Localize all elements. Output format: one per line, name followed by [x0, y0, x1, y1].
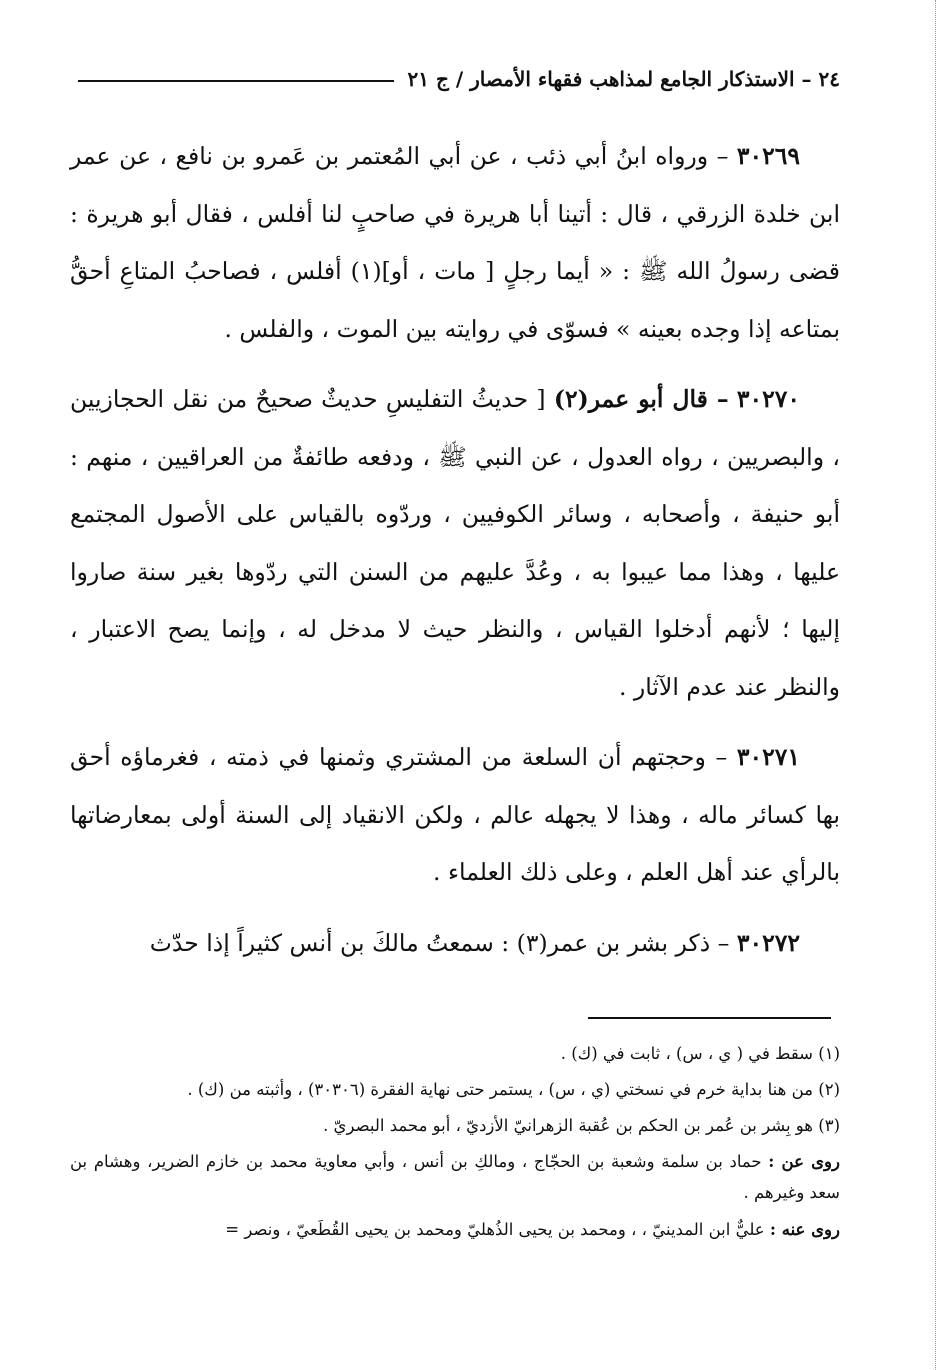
running-header	[78, 62, 840, 96]
main-text	[70, 128, 840, 985]
paragraph-text: – ورواه ابنُ أبي ذئب ، عن أبي المُعتمر بن عَمرو بن نافع ، عن عمر ابن خلدة الزرقي ، قال : أتينا أبا هريرة في صاحبٍ لنا أفلس ، فقال أبو هريرة : قضى رسولُ الله ﷺ : « أيما رجلٍ [ مات ، أو](١) أفلس ، فصاحبُ المتاعِ أحقُّ بمتاعه إذا وجده بعينه » فسوّى في روايته بين الموت ، والفلس .	[70, 142, 841, 343]
paragraph-number: ٣٠٢٧٠	[736, 385, 800, 413]
paragraph-lead: – قال أبو عمر(٢)	[553, 385, 729, 413]
header-rule	[78, 80, 394, 82]
paragraph	[70, 729, 840, 902]
page-edge-line	[935, 0, 936, 1370]
footnote-separator	[588, 1017, 831, 1019]
paragraph-text: – ذكر بشر بن عمر(٣) : سمعتُ مالكَ بن أنس كثيراً إذا حدّث	[149, 928, 730, 957]
narrators-to-label: روى عنه :	[769, 1220, 840, 1239]
narrators-to	[70, 1214, 840, 1245]
narrators-to-text: عليٌّ ابن المدينيّ ، ، ومحمد بن يحيى الذُهليّ ومحمد بن يحيى القُطَعيّ ، ونصر =	[225, 1220, 765, 1239]
footnotes	[70, 1038, 840, 1251]
paragraph-number: ٣٠٢٦٩	[736, 142, 800, 170]
footnote: (٣) هو بِشر بن عُمر بن الحكم بن عُقبة الزهرانيّ الأزديّ ، أبو محمد البصريّ .	[323, 1116, 840, 1135]
narrators-from-text: حماد بن سلمة وشعبة بن الحجّاج ، ومالكِ بن أنس ، وأبي معاوية محمد بن خازم الضرير، وهشام بن سعد وغيرهم .	[70, 1152, 840, 1202]
paragraph-text: – وحجتهم أن السلعة من المشتري وثمنها في ذمته ، فغرماؤه أحق بها كسائر ماله ، وهذا لا يجهله عالم ، ولكن الانقياد إلى السنة أولى بمعارضاتها بالرأي عند أهل العلم ، وعلى ذلك العلماء .	[70, 743, 840, 886]
footnote: (١) سقط في ( ي ، س) ، ثابت في (ك) .	[560, 1044, 840, 1063]
narrators-from-label: روى عن :	[768, 1152, 840, 1171]
paragraph	[70, 371, 840, 716]
paragraph-number: ٣٠٢٧٢	[736, 928, 800, 957]
paragraph	[70, 128, 840, 358]
footnote: (٢) من هنا بداية خرم في نسختي (ي ، س) ، يستمر حتى نهاية الفقرة (٣٠٣٠٦) ، وأثبته من (ك) .	[187, 1080, 840, 1099]
paragraph-number: ٣٠٢٧١	[736, 743, 800, 771]
paragraph-text: [ حديثُ التفليسِ حديثٌ صحيحٌ من نقل الحجازيين ، والبصريين ، رواه العدول ، عن النبي ﷺ ، ودفعه طائفةٌ من العراقيين ، منهم : أبو حنيفة ، وأصحابه ، وسائر الكوفيين ، وردّوه بالقياس على الأصول المجتمع عليها ، وهذا مما عيبوا به ، وعُدَّ عليهم من السنن التي ردّوها بغير سنة صاروا إليها ؛ لأنهم أدخلوا القياس ، والنظر حيث لا مدخل له ، وإنما يصح الاعتبار ، والنظر عند عدم الآثار .	[70, 385, 840, 701]
paragraph	[70, 915, 840, 973]
header-title: ٢٤ – الاستذكار الجامع لمذاهب فقهاء الأمصار / ج ٢١	[407, 67, 840, 91]
narrators-from	[70, 1146, 840, 1208]
